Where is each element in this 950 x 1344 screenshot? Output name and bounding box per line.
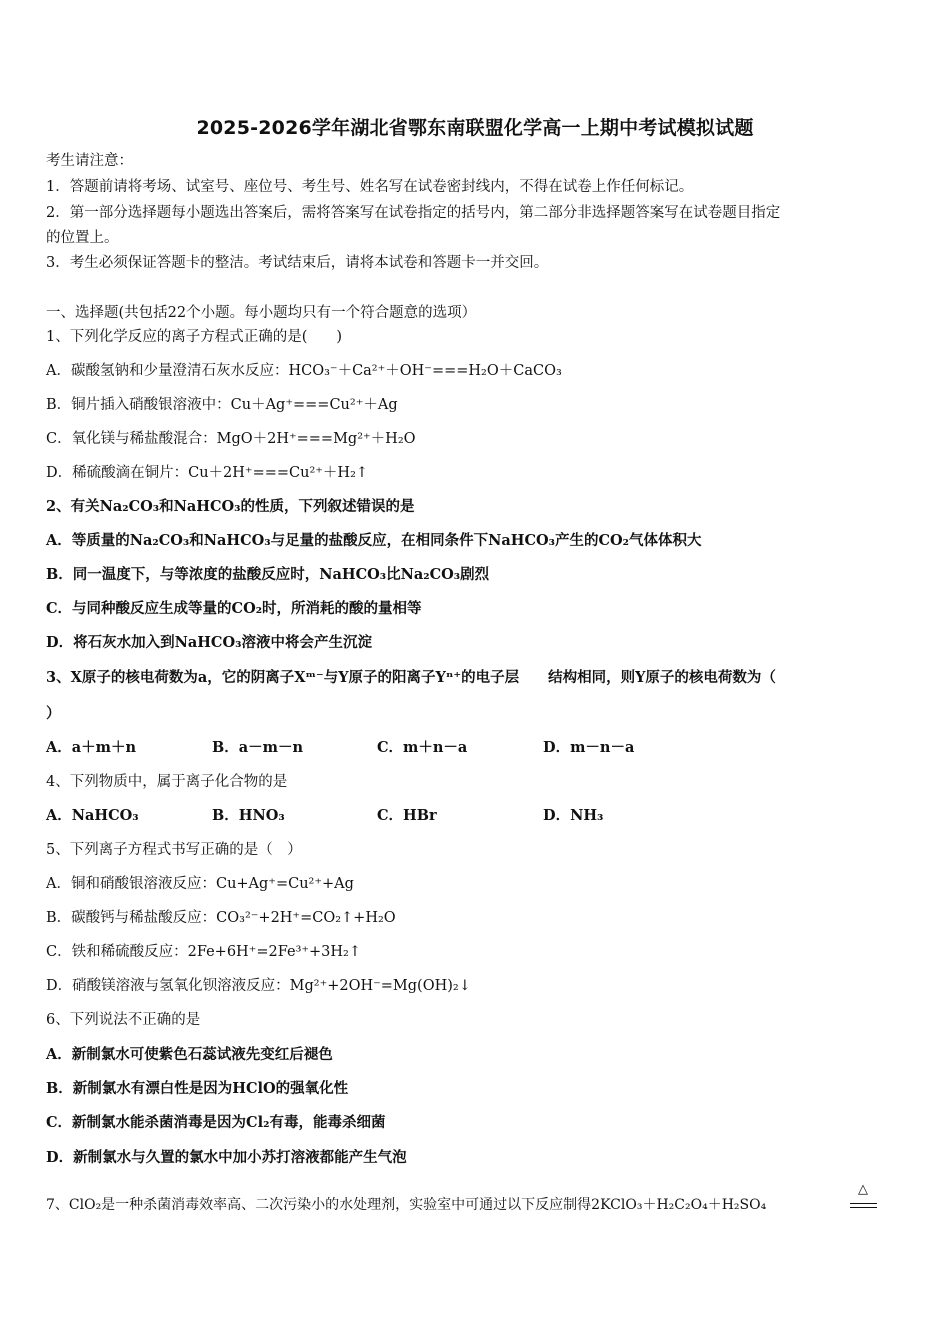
question-3-option-a: A．a＋m＋n <box>46 739 137 756</box>
question-1-option-c: C．氧化镁与稀盐酸混合：MgO＋2H⁺===Mg²⁺＋H₂O <box>46 431 416 447</box>
question-1-option-d: D．稀硫酸滴在铜片：Cu＋2H⁺===Cu²⁺＋H₂↑ <box>46 465 369 481</box>
question-5-option-a: A．铜和硝酸银溶液反应：Cu+Ag⁺=Cu²⁺+Ag <box>46 876 354 892</box>
question-6-option-d: D．新制氯水与久置的氯水中加小苏打溶液都能产生气泡 <box>46 1149 407 1166</box>
question-3-option-d: D．m－n－a <box>543 739 635 756</box>
question-4-option-d: D．NH₃ <box>543 807 604 824</box>
page-title: 2025-2026学年湖北省鄂东南联盟化学高一上期中考试模拟试题 <box>196 117 754 139</box>
question-5-stem: 5、下列离子方程式书写正确的是（ ） <box>46 842 302 858</box>
heat-triangle-icon: △ <box>858 1182 868 1197</box>
question-4-option-b: B．HNO₃ <box>212 807 285 824</box>
question-1-stem: 1、下列化学反应的离子方程式正确的是( ) <box>46 329 343 345</box>
question-2-option-c: C．与同种酸反应生成等量的CO₂时，所消耗的酸的量相等 <box>46 600 422 617</box>
question-5-option-d: D．硝酸镁溶液与氢氧化钡溶液反应：Mg²⁺+2OH⁻=Mg(OH)₂↓ <box>46 978 471 994</box>
question-2-stem: 2、有关Na₂CO₃和NaHCO₃的性质，下列叙述错误的是 <box>46 498 415 515</box>
question-6-option-a: A．新制氯水可使紫色石蕊试液先变红后褪色 <box>46 1046 333 1063</box>
question-1-option-a: A．碳酸氢钠和少量澄清石灰水反应：HCO₃⁻＋Ca²⁺＋OH⁻===H₂O＋CaCO₃ <box>46 363 562 379</box>
section-heading: 一、选择题(共包括22个小题。每小题均只有一个符合题意的选项） <box>46 305 477 321</box>
notice-item-3: 3．考生必须保证答题卡的整洁。考试结束后，请将本试卷和答题卡一并交回。 <box>46 255 549 271</box>
notice-item-2-cont: 的位置上。 <box>46 230 119 246</box>
question-6-option-c: C．新制氯水能杀菌消毒是因为Cl₂有毒，能毒杀细菌 <box>46 1114 386 1131</box>
notice-item-2: 2．第一部分选择题每小题选出答案后，需将答案写在试卷指定的括号内，第二部分非选择题答案写在试卷题目指定 <box>46 205 781 221</box>
question-3-option-c: C．m＋n－a <box>377 739 468 756</box>
notice-heading: 考生请注意： <box>46 153 133 169</box>
question-3-stem-end: ） <box>46 705 61 722</box>
question-6-stem: 6、下列说法不正确的是 <box>46 1012 201 1028</box>
question-1-option-b: B．铜片插入硝酸银溶液中：Cu＋Ag⁺===Cu²⁺＋Ag <box>46 397 398 413</box>
question-2-option-d: D．将石灰水加入到NaHCO₃溶液中将会产生沉淀 <box>46 634 372 651</box>
question-3-option-b: B．a－m－n <box>212 739 304 756</box>
notice-item-1: 1．答题前请将考场、试室号、座位号、考生号、姓名写在试卷密封线内，不得在试卷上作任何标记。 <box>46 179 694 195</box>
question-4-option-a: A．NaHCO₃ <box>46 807 139 824</box>
question-4-stem: 4、下列物质中，属于离子化合物的是 <box>46 774 288 790</box>
equation-bar-bottom <box>850 1207 877 1208</box>
equation-bar-top <box>850 1203 877 1204</box>
question-6-option-b: B．新制氯水有漂白性是因为HClO的强氧化性 <box>46 1080 349 1097</box>
question-5-option-b: B．碳酸钙与稀盐酸反应：CO₃²⁻+2H⁺=CO₂↑+H₂O <box>46 910 396 926</box>
question-7-stem: 7、ClO₂是一种杀菌消毒效率高、二次污染小的水处理剂，实验室中可通过以下反应制得2KClO₃＋H₂C₂O₄＋H₂SO₄ <box>46 1197 767 1213</box>
question-2-option-b: B．同一温度下，与等浓度的盐酸反应时，NaHCO₃比Na₂CO₃剧烈 <box>46 566 490 583</box>
question-3-stem: 3、X原子的核电荷数为a，它的阴离子Xᵐ⁻与Y原子的阳离子Yⁿ⁺的电子层 结构相同，则Y原子的核电荷数为（ <box>46 669 776 686</box>
question-2-option-a: A．等质量的Na₂CO₃和NaHCO₃与足量的盐酸反应，在相同条件下NaHCO₃产生的CO₂气体体积大 <box>46 532 702 549</box>
question-4-option-c: C．HBr <box>377 807 437 824</box>
question-5-option-c: C．铁和稀硫酸反应：2Fe+6H⁺=2Fe³⁺+3H₂↑ <box>46 944 362 960</box>
